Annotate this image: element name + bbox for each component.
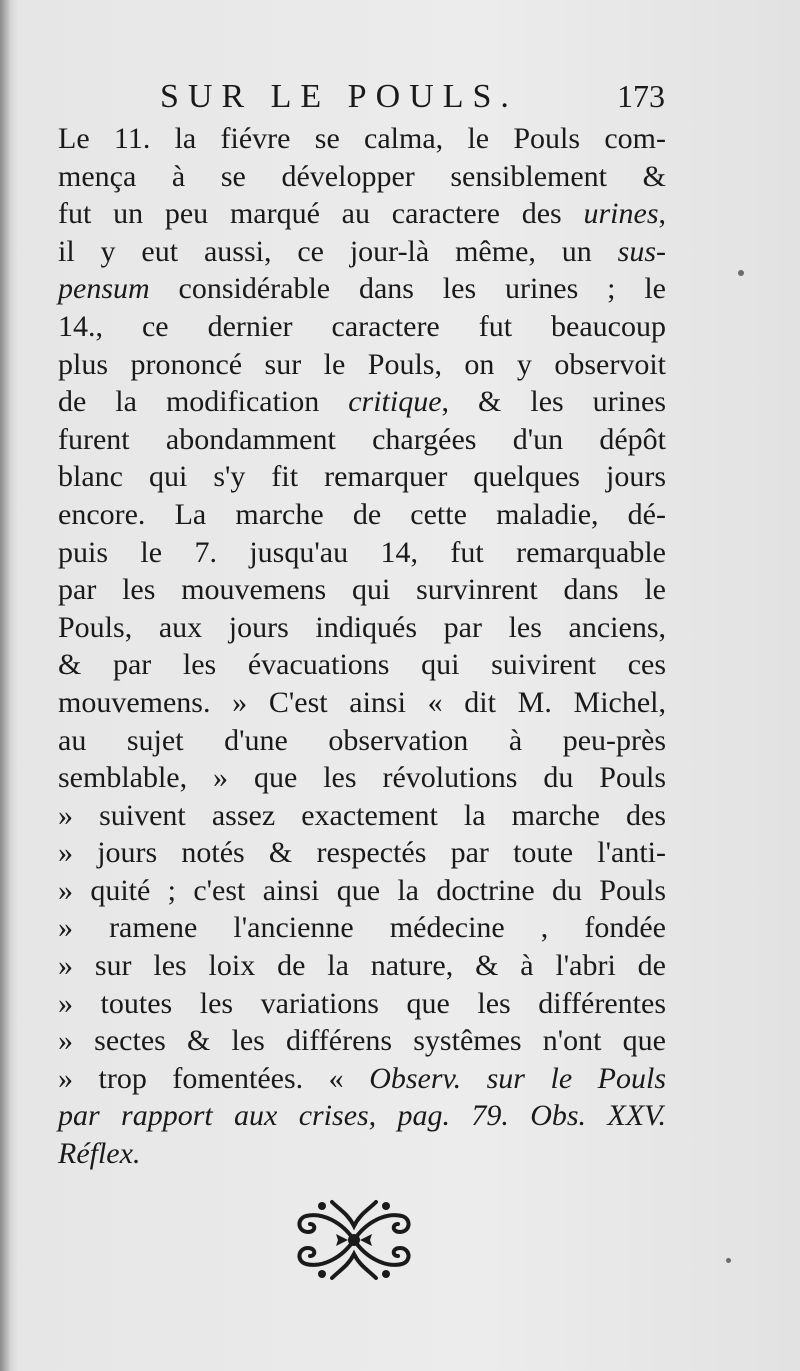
text-run: Le 11. la fiévre se calma, le Pouls com-	[58, 122, 666, 155]
italic-text: critique	[348, 385, 442, 419]
text-line	[58, 1022, 666, 1060]
text-line	[58, 270, 666, 308]
text-line	[58, 308, 666, 346]
page-number: 173	[617, 78, 665, 114]
text-run: » ramene l'ancienne médecine , fondée	[58, 911, 666, 945]
text-run: mença à se développer sensiblement &	[58, 159, 666, 193]
text-line	[58, 120, 666, 158]
text-line	[58, 759, 666, 797]
text-run: Pouls, aux jours indiqués par les anciens,	[58, 610, 666, 644]
text-run: » trop fomentées. «	[58, 1061, 370, 1095]
text-line	[58, 158, 666, 196]
text-run: plus prononcé sur le Pouls, on y observoit	[58, 347, 666, 381]
text-line	[58, 496, 666, 534]
text-line	[58, 872, 666, 910]
text-run: blanc qui s'y fit remarquer quelques jours	[58, 460, 666, 494]
paper-speck	[738, 270, 744, 276]
text-line	[58, 609, 666, 647]
running-head: SUR LE POULS.	[160, 78, 518, 115]
page-header	[160, 78, 665, 118]
italic-text: par rapport aux crises, pag. 79. Obs. XXV.	[58, 1099, 666, 1133]
text-run: & par les évacuations qui suivirent ces	[58, 648, 666, 682]
text-line	[58, 909, 666, 947]
text-line	[58, 233, 666, 271]
text-line	[58, 947, 666, 985]
text-run: au sujet d'une observation à peu-près	[58, 723, 666, 757]
text-run: fut un peu marqué au caractere des	[58, 197, 584, 231]
text-run: par les mouvemens qui survinrent dans le	[58, 573, 666, 607]
text-run: de la modification	[58, 385, 349, 419]
italic-text: Réflex.	[58, 1137, 141, 1171]
italic-text: sus-	[617, 234, 666, 268]
text-line	[58, 195, 666, 233]
text-line	[58, 684, 666, 722]
text-line	[58, 383, 666, 421]
text-line	[58, 1135, 666, 1173]
text-run: encore. La marche de cette maladie, dé-	[58, 497, 666, 531]
italic-text: pensum	[58, 272, 150, 306]
body-text	[58, 120, 666, 1173]
paper-speck	[726, 1258, 731, 1263]
text-run: il y eut aussi, ce jour-là même, un	[58, 234, 618, 268]
text-run: » sur les loix de la nature, & à l'abri de	[58, 949, 666, 983]
text-line	[58, 1060, 666, 1098]
text-line	[58, 458, 666, 496]
text-line	[58, 797, 666, 835]
text-line	[58, 421, 666, 459]
text-run: » sectes & les différens systêmes n'ont que	[58, 1024, 666, 1058]
page-gutter-shadow	[0, 0, 10, 1371]
text-line	[58, 1097, 666, 1135]
text-line	[58, 722, 666, 760]
text-run: » quité ; c'est ainsi que la doctrine du Pouls	[58, 873, 666, 907]
text-run: mouvemens. » C'est ainsi « dit M. Michel,	[58, 685, 666, 719]
text-run: semblable, » que les révolutions du Pouls	[58, 761, 666, 795]
text-run: ,	[658, 197, 666, 231]
text-run: » suivent assez exactement la marche des	[58, 798, 666, 832]
text-run: 14., ce dernier caractere fut beaucoup	[58, 309, 666, 343]
text-run: puis le 7. jusqu'au 14, fut remarquable	[58, 535, 666, 569]
text-line	[58, 985, 666, 1023]
text-run: » toutes les variations que les différentes	[58, 986, 666, 1020]
text-run: » jours notés & respectés par toute l'anti-	[58, 836, 666, 870]
text-line	[58, 346, 666, 384]
text-run: furent abondamment chargées d'un dépôt	[58, 422, 666, 456]
text-run: , & les urines	[441, 385, 666, 419]
text-run: considérable dans les urines ; le	[149, 272, 666, 306]
italic-text: Observ. sur le Pouls	[369, 1061, 666, 1095]
text-line	[58, 646, 666, 684]
text-line	[58, 534, 666, 572]
text-line	[58, 834, 666, 872]
italic-text: urines	[583, 197, 659, 231]
text-line	[58, 571, 666, 609]
fleuron-ornament-svg	[292, 1192, 416, 1288]
fleuron-ornament-icon	[292, 1192, 416, 1288]
